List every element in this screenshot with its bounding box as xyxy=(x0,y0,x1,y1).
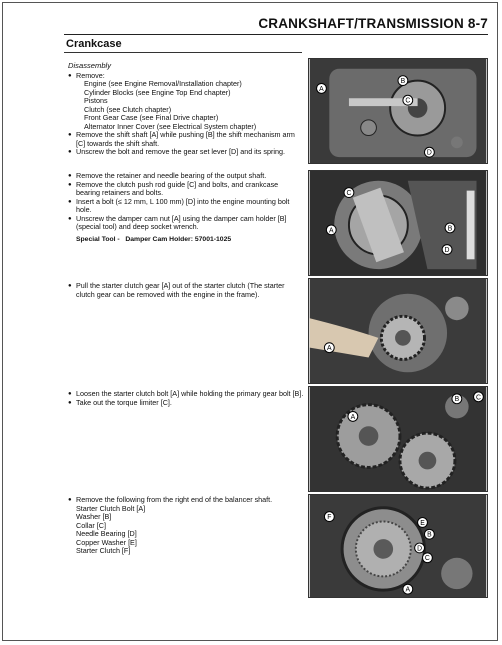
page-header-title: CRANKSHAFT/TRANSMISSION 8-7 xyxy=(258,16,488,31)
step1-text xyxy=(68,62,304,157)
step5-item: Collar [C] xyxy=(76,520,106,530)
header-rule xyxy=(64,34,488,35)
callout-label: B xyxy=(447,225,453,233)
callout-label: B xyxy=(400,78,406,86)
remove-item: Cylinder Blocks (see Engine Top End chapter) xyxy=(84,87,231,97)
step5-item: Starter Clutch Bolt [A] xyxy=(76,503,146,513)
callout-label: B xyxy=(427,531,432,539)
remove-item: Engine (see Engine Removal/Installation chapter) xyxy=(84,79,242,88)
callout-label: A xyxy=(319,85,324,93)
callout-label: D xyxy=(426,149,432,157)
step5-item: Starter Clutch [F] xyxy=(76,546,131,555)
photo-balancer-shaft xyxy=(308,494,488,598)
step5-item: Washer [B] xyxy=(76,512,112,521)
step5-item: Copper Washer [E] xyxy=(76,537,137,547)
remove-item: Front Gear Case (see Final Drive chapter) xyxy=(84,113,219,122)
remove-item: Clutch (see Clutch chapter) xyxy=(84,104,172,114)
callout-label: A xyxy=(350,413,356,421)
engine-photo-2 xyxy=(309,171,487,275)
photo-starter-clutch-gear xyxy=(308,278,488,384)
callout-label: C xyxy=(405,97,411,105)
remove-item: Pistons xyxy=(84,96,108,105)
special-tool-value: Damper Cam Holder: 57001-1025 xyxy=(125,235,232,243)
step4-bullet: ● Loosen the starter clutch bolt [A] while holding the primary gear bolt [B]. xyxy=(68,390,304,399)
engine-photo-3 xyxy=(309,279,487,383)
step3-bullet: ● Pull the starter clutch gear [A] out of the starter clutch (The starter clutch gear can be removed with the engine in the frame). xyxy=(68,282,304,299)
callout-label: B xyxy=(454,396,460,404)
photo-shift-mechanism xyxy=(308,58,488,164)
step5-list xyxy=(68,505,304,556)
engine-photo-1 xyxy=(309,59,487,163)
remove-item: Alternator Inner Cover (see Electrical System chapter) xyxy=(84,121,257,131)
step1-bullet: ● Unscrew the bolt and remove the gear set lever [D] and its spring. xyxy=(68,148,304,157)
step2-text xyxy=(68,172,304,244)
step2-bullet: ● Remove the retainer and needle bearing of the output shaft. xyxy=(68,172,304,181)
callout-label: F xyxy=(327,514,332,522)
special-tool xyxy=(68,236,304,245)
step5-item: Needle Bearing [D] xyxy=(76,529,137,538)
step5-bullet: ● Remove the following from the right end of the balancer shaft. xyxy=(68,496,304,505)
callout-label: C xyxy=(475,394,481,402)
step2-bullet: ● Insert a bolt (≤ 12 mm, L 100 mm) [D] into the engine mounting bolt hole. xyxy=(68,198,304,215)
step5-text xyxy=(68,496,304,556)
callout-label: D xyxy=(444,246,450,254)
engine-photo-5 xyxy=(309,495,487,597)
photo-damper-cam xyxy=(308,170,488,276)
remove-label: Remove: xyxy=(76,70,105,80)
callout-label: D xyxy=(417,545,423,553)
step3-text xyxy=(68,282,304,299)
callout-label: C xyxy=(424,555,430,563)
callout-label: E xyxy=(420,519,425,527)
step4-text xyxy=(68,390,304,407)
callout-label: C xyxy=(346,190,352,198)
section-title: Crankcase xyxy=(66,38,122,50)
engine-photo-4 xyxy=(309,387,487,491)
callout-label: A xyxy=(327,345,332,353)
step4-bullet: ● Take out the torque limiter [C]. xyxy=(68,399,304,408)
remove-list xyxy=(76,80,304,131)
remove-bullet xyxy=(68,72,304,132)
callout-label: A xyxy=(328,227,334,235)
callout-label: A xyxy=(405,586,411,594)
section-rule xyxy=(64,52,302,53)
step2-bullet: ● Unscrew the damper cam nut [A] using the damper cam holder [B] (special tool) and deep socket wrench. xyxy=(68,215,304,232)
photo-torque-limiter xyxy=(308,386,488,492)
step1-bullet: ● Remove the shift shaft [A] while pushing [B] the shift mechanism arm [C] towards the shift shaft. xyxy=(68,131,304,148)
special-tool-label: Special Tool - xyxy=(76,235,120,243)
step2-bullet: ● Remove the clutch push rod guide [C] and bolts, and crankcase bearing retainers and bolts. xyxy=(68,181,304,198)
disassembly-subheading: Disassembly xyxy=(68,61,112,70)
